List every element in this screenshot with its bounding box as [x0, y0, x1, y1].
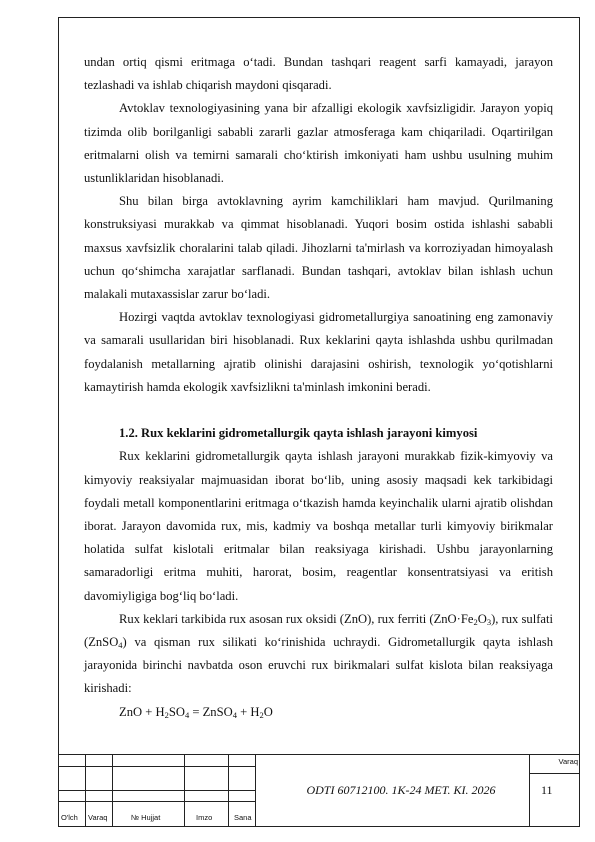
section-heading: 1.2. Rux keklarini gidrometallurgik qayta ishlash jarayoni kimyosi: [119, 426, 478, 441]
paragraph-3: Shu bilan birga avtoklavning ayrim kamchiliklari ham mavjud. Qurilmaning konstruksiyasi murakkab va qimmat hisoblanadi. Yuqori bosim ostida ishlashi sababli maxsus xavfsizlik choralarini talab qiladi. Jihozlarni ta'mirlash va korroziyadan himoyalash uchun qo‘shimcha xarajatlar sarflanadi. Bundan tashqari, avtoklav bilan ishlash uchun malakali mutaxassislar zarur bo‘ladi.: [84, 194, 553, 302]
paragraph-6: Rux keklari tarkibida rux asosan rux oksidi (ZnO), rux ferriti $(ZnO\cdot Fe_2O_3)$, rux sulfati (ZnSO$_4$) va qisman rux silikati ko‘rinishida uchraydi. Gidrometallurgik qayta ishlash jarayonida birinchi navbatda oson eruvchi rux birikmalari sulfat kislota bilan reaksiyaga kirishadi:: [84, 611, 553, 696]
col-imzo: Imzo: [196, 813, 213, 822]
paragraph-1: undan ortiq qismi eritmaga o‘tadi. Bundan tashqari reagent sarfi kamayadi, jarayon tezlashadi va ishlab chiqarish maydoni qisqaradi.: [84, 55, 553, 93]
reaction-formula: ZnO + $H_2SO_4$ = ZnSO$_4$ + $H_2O$: [119, 704, 273, 720]
col-sana: Sana: [234, 813, 252, 822]
sheet-label: Varaq: [558, 757, 578, 766]
paragraph-5: Rux keklarini gidrometallurgik qayta ishlash jarayoni murakkab fizik-kimyoviy va kimyoviy reaksiyalar majmuasidan iborat bo‘lib, uning asosiy maqsadi kek tarkibidagi foydali metall komponentlarini eritmaga o‘tkazish hamda keyinchalik ularni ajratib olishdan iborat. Jarayon davomida rux, mis, kadmiy va boshqa metallar turli kimyoviy birikmalar holatida sulfat kislotali eritmalar bilan reaksiyaga kirishadi. Ushbu jarayonlarning samaradorligi eritma muhiti, harorat, bosim, reagentlar konsentratsiyasi va eritish davomiyligiga bog‘liq bo‘ladi.: [84, 449, 553, 603]
title-block: [58, 754, 580, 827]
page-number: 11: [541, 783, 553, 797]
paragraph-4: Hozirgi vaqtda avtoklav texnologiyasi gidrometallurgiya sanoatining eng zamonaviy va samarali usullaridan biri hisoblanadi. Rux keklarini qayta ishlashda ushbu qurilmadan foydalanish metallarning ajratib olinishi darajasini oshirish, texnologik yo‘qotishlarni kamaytirish hamda ekologik xavfsizlikni ta'minlash imkonini beradi.: [84, 310, 553, 394]
col-varaq: Varaq: [88, 813, 108, 822]
col-olch: O'lch: [61, 813, 78, 822]
paragraph-2: Avtoklav texnologiyasining yana bir afzalligi ekologik xavfsizligidir. Jarayon yopiq tizimda olib borilganligi sababli zararli gazlar atmosferaga kam chiqariladi. Oqartirilgan eritmalarni olish va temirni samarali cho‘ktirish imkoniyati ham ushbu usulning muhim ustunliklaridan hisoblanadi.: [84, 101, 553, 186]
document-code: ODTI 60712100. 1K-24 MET. KI. 2026: [306, 783, 496, 797]
col-hujjat: № Hujjat: [131, 813, 161, 822]
document-body: [84, 51, 553, 724]
